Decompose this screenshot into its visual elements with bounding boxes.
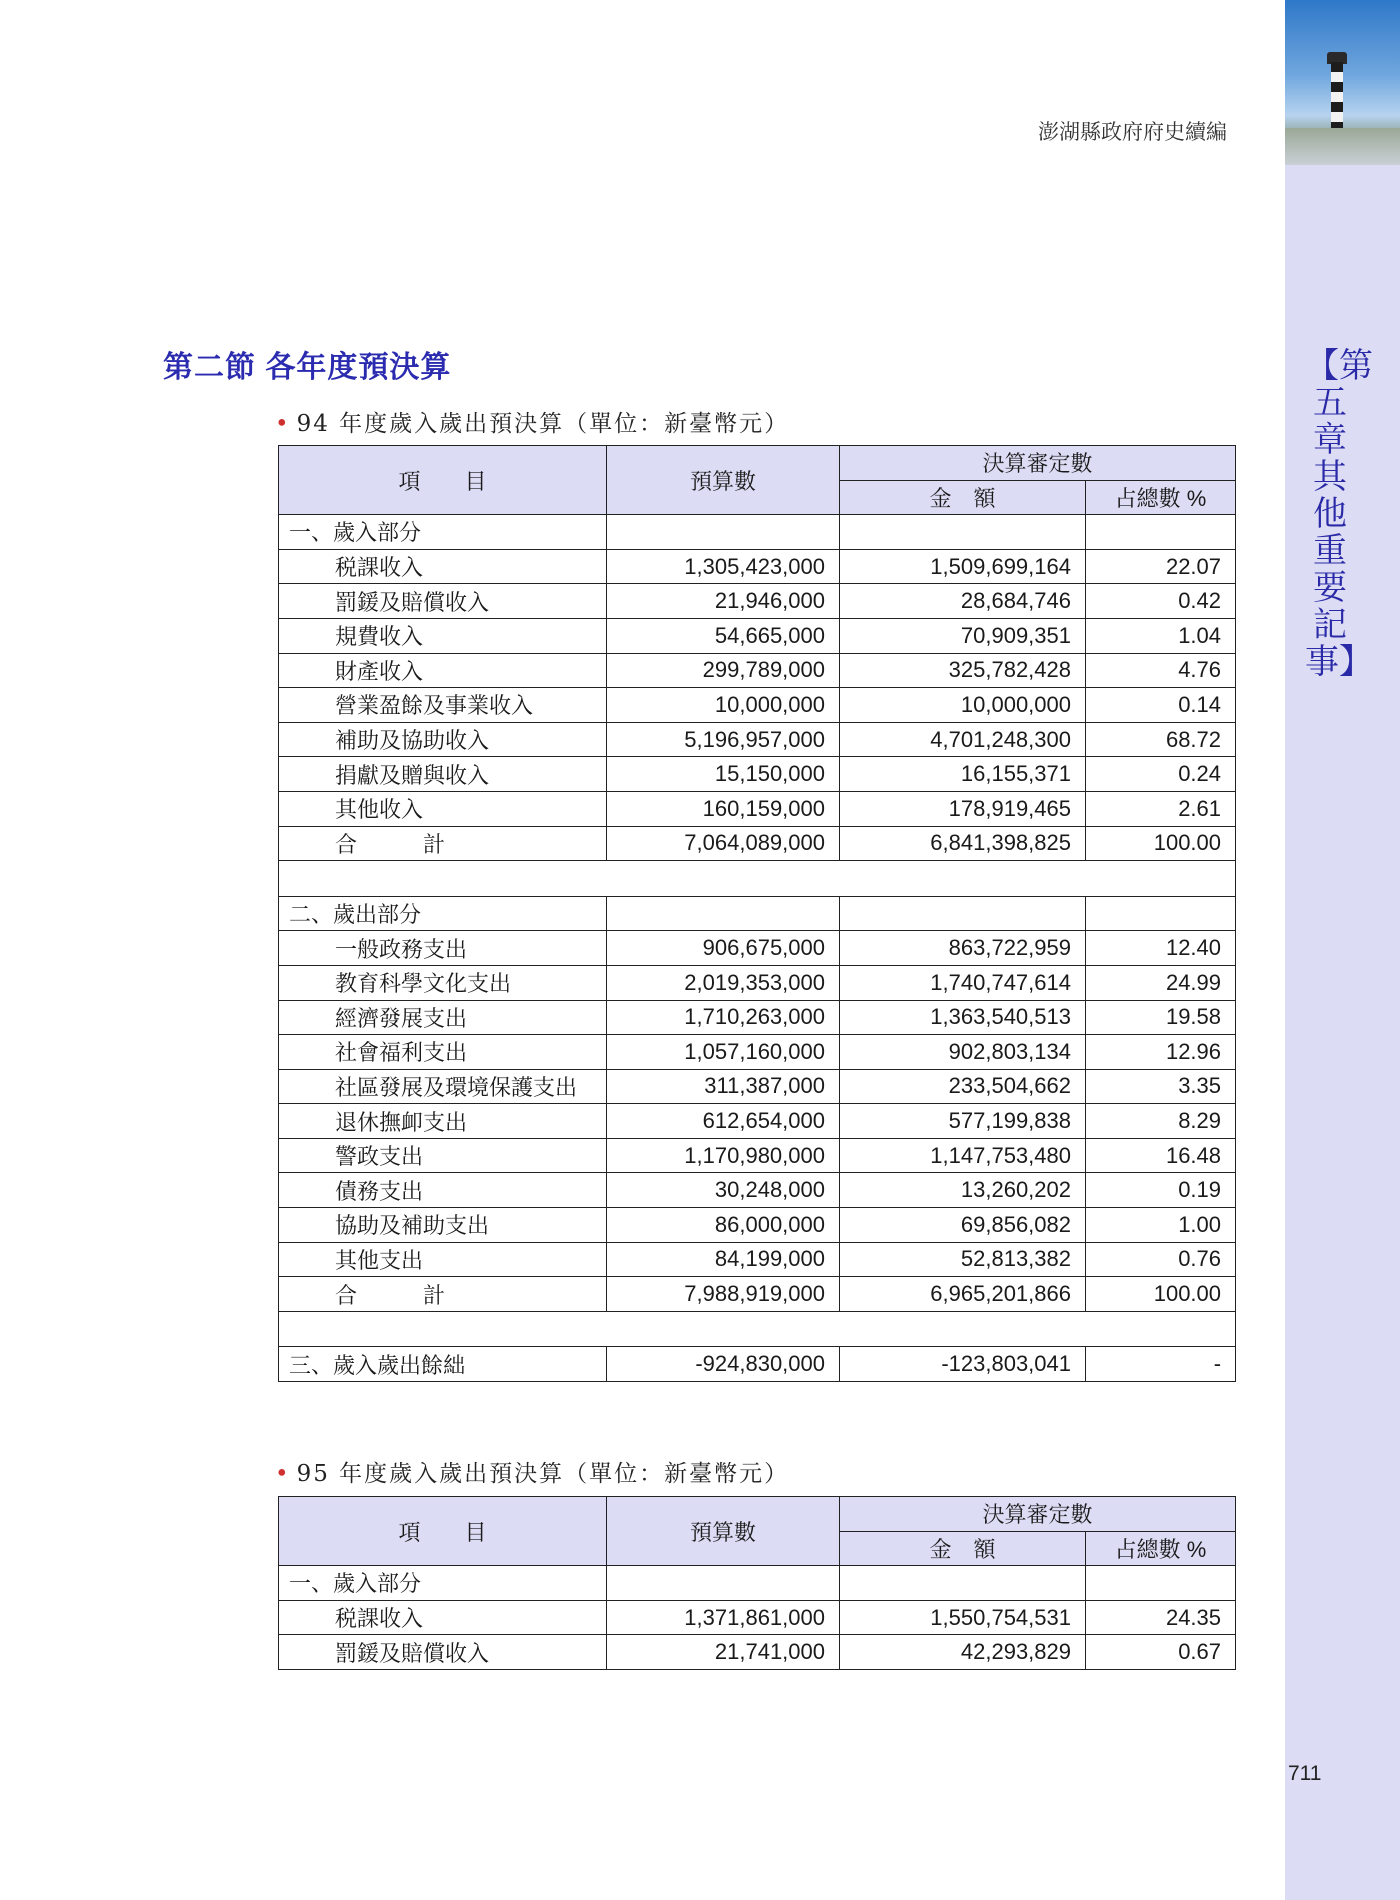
- budget-cell: 1,305,423,000: [607, 549, 840, 584]
- section-heading-cell: 一、歲入部分: [279, 1566, 607, 1601]
- section-title: 第二節 各年度預決算: [163, 351, 452, 384]
- table-row: [279, 1069, 1236, 1104]
- item-cell: 社會福利支出: [279, 1035, 607, 1070]
- fy94-budget-table: [278, 445, 1236, 1382]
- item-cell: 退休撫卹支出: [279, 1104, 607, 1139]
- budget-cell: 1,170,980,000: [607, 1138, 840, 1173]
- fy95-caption: [275, 1455, 789, 1488]
- budget-cell: 299,789,000: [607, 653, 840, 688]
- lighthouse-ground: [1285, 128, 1400, 165]
- amount-cell: 52,813,382: [840, 1242, 1086, 1277]
- percent-cell: 24.99: [1086, 965, 1236, 1000]
- item-cell: 税課收入: [279, 549, 607, 584]
- section-heading-cell: 一、歲入部分: [279, 515, 607, 550]
- amount-cell: 6,965,201,866: [840, 1277, 1086, 1312]
- section-heading-row: [279, 515, 1236, 550]
- lighthouse-tower: [1331, 62, 1343, 132]
- table-row: [279, 965, 1236, 1000]
- table-row: [279, 791, 1236, 826]
- table-row: [279, 1104, 1236, 1139]
- percent-cell: 12.40: [1086, 931, 1236, 966]
- budget-cell: 160,159,000: [607, 791, 840, 826]
- percent-cell: -: [1086, 1347, 1236, 1382]
- budget-cell: 311,387,000: [607, 1069, 840, 1104]
- section-heading-row: [279, 1566, 1236, 1601]
- table-row: [279, 653, 1236, 688]
- item-cell: 規費收入: [279, 618, 607, 653]
- blank-cell: [279, 861, 1236, 897]
- percent-cell: 2.61: [1086, 791, 1236, 826]
- table-row: [279, 757, 1236, 792]
- percent-cell: 100.00: [1086, 826, 1236, 861]
- item-cell: 其他支出: [279, 1242, 607, 1277]
- header-audited: 決算審定數: [840, 446, 1236, 481]
- percent-cell: 1.04: [1086, 618, 1236, 653]
- percent-cell: 8.29: [1086, 1104, 1236, 1139]
- amount-cell: 70,909,351: [840, 618, 1086, 653]
- header-budget: 預算數: [607, 1497, 840, 1566]
- item-cell: 警政支出: [279, 1138, 607, 1173]
- table-row: [279, 1000, 1236, 1035]
- budget-cell: 86,000,000: [607, 1208, 840, 1243]
- amount-cell: -123,803,041: [840, 1347, 1086, 1382]
- amount-cell: 69,856,082: [840, 1208, 1086, 1243]
- table-row: [279, 1035, 1236, 1070]
- percent-cell: 3.35: [1086, 1069, 1236, 1104]
- header-amount: 金 額: [840, 1531, 1086, 1566]
- fy94-caption: [275, 405, 789, 438]
- budget-cell: 15,150,000: [607, 757, 840, 792]
- percent-cell: 12.96: [1086, 1035, 1236, 1070]
- item-cell: 罰鍰及賠償收入: [279, 1635, 607, 1670]
- percent-cell: 0.24: [1086, 757, 1236, 792]
- fy95-budget-table: [278, 1496, 1236, 1670]
- budget-cell: 1,710,263,000: [607, 1000, 840, 1035]
- empty-cell: [1086, 1566, 1236, 1601]
- lighthouse-photo: [1285, 0, 1400, 165]
- item-cell: 補助及協助收入: [279, 722, 607, 757]
- amount-cell: 4,701,248,300: [840, 722, 1086, 757]
- item-cell: 三、歲入歲出餘絀: [279, 1347, 607, 1382]
- budget-cell: 10,000,000: [607, 688, 840, 723]
- amount-cell: 13,260,202: [840, 1173, 1086, 1208]
- amount-cell: 10,000,000: [840, 688, 1086, 723]
- percent-cell: 19.58: [1086, 1000, 1236, 1035]
- percent-cell: 0.67: [1086, 1635, 1236, 1670]
- empty-cell: [1086, 896, 1236, 931]
- table-row: [279, 1600, 1236, 1635]
- percent-cell: 0.14: [1086, 688, 1236, 723]
- item-cell: 社區發展及環境保護支出: [279, 1069, 607, 1104]
- amount-cell: 902,803,134: [840, 1035, 1086, 1070]
- item-cell: 財產收入: [279, 653, 607, 688]
- amount-cell: 1,147,753,480: [840, 1138, 1086, 1173]
- amount-cell: 325,782,428: [840, 653, 1086, 688]
- budget-cell: 906,675,000: [607, 931, 840, 966]
- item-cell: 罰鍰及賠償收入: [279, 584, 607, 619]
- empty-cell: [840, 1566, 1086, 1601]
- item-cell: 經濟發展支出: [279, 1000, 607, 1035]
- item-cell: 教育科學文化支出: [279, 965, 607, 1000]
- amount-cell: 178,919,465: [840, 791, 1086, 826]
- amount-cell: 1,550,754,531: [840, 1600, 1086, 1635]
- amount-cell: 577,199,838: [840, 1104, 1086, 1139]
- percent-cell: 0.76: [1086, 1242, 1236, 1277]
- empty-cell: [607, 1566, 840, 1601]
- budget-cell: 1,371,861,000: [607, 1600, 840, 1635]
- section-heading-row: [279, 896, 1236, 931]
- item-cell: 税課收入: [279, 1600, 607, 1635]
- header-percent: 占總數 %: [1086, 480, 1236, 515]
- amount-cell: 1,363,540,513: [840, 1000, 1086, 1035]
- percent-cell: 100.00: [1086, 1277, 1236, 1312]
- budget-cell: 21,946,000: [607, 584, 840, 619]
- budget-cell: 30,248,000: [607, 1173, 840, 1208]
- header-item: 項 目: [279, 1497, 607, 1566]
- chapter-tab: 【第五章 其他重要記事】: [1305, 346, 1373, 682]
- header-percent: 占總數 %: [1086, 1531, 1236, 1566]
- budget-cell: 84,199,000: [607, 1242, 840, 1277]
- amount-cell: 1,740,747,614: [840, 965, 1086, 1000]
- amount-cell: 16,155,371: [840, 757, 1086, 792]
- amount-cell: 233,504,662: [840, 1069, 1086, 1104]
- empty-cell: [607, 896, 840, 931]
- amount-cell: 1,509,699,164: [840, 549, 1086, 584]
- percent-cell: 1.00: [1086, 1208, 1236, 1243]
- budget-cell: 5,196,957,000: [607, 722, 840, 757]
- header-item: 項 目: [279, 446, 607, 515]
- budget-cell: 21,741,000: [607, 1635, 840, 1670]
- item-cell: 債務支出: [279, 1173, 607, 1208]
- empty-cell: [840, 896, 1086, 931]
- budget-cell: 54,665,000: [607, 618, 840, 653]
- fy95-table-body: [279, 1566, 1236, 1670]
- item-cell: 營業盈餘及事業收入: [279, 688, 607, 723]
- page-number: 711: [1288, 1762, 1322, 1785]
- table-row: [279, 1208, 1236, 1243]
- table-row: [279, 1138, 1236, 1173]
- item-cell: 捐獻及贈與收入: [279, 757, 607, 792]
- budget-cell: -924,830,000: [607, 1347, 840, 1382]
- table-row: [279, 688, 1236, 723]
- fy95-caption-text: 95 年度歲入歲出預決算（單位：新臺幣元）: [296, 1461, 790, 1487]
- budget-cell: 7,988,919,000: [607, 1277, 840, 1312]
- fy94-table-body: [279, 515, 1236, 1382]
- table-row: [279, 1347, 1236, 1382]
- item-cell: 合 計: [279, 826, 607, 861]
- blank-cell: [279, 1311, 1236, 1347]
- table-row: [279, 618, 1236, 653]
- budget-cell: 612,654,000: [607, 1104, 840, 1139]
- item-cell: 合 計: [279, 1277, 607, 1312]
- item-cell: 其他收入: [279, 791, 607, 826]
- amount-cell: 28,684,746: [840, 584, 1086, 619]
- empty-cell: [607, 515, 840, 550]
- amount-cell: 42,293,829: [840, 1635, 1086, 1670]
- amount-cell: 6,841,398,825: [840, 826, 1086, 861]
- chapter-side-strip: [1285, 0, 1400, 1900]
- amount-cell: 863,722,959: [840, 931, 1086, 966]
- budget-cell: 7,064,089,000: [607, 826, 840, 861]
- table-row: [279, 549, 1236, 584]
- budget-cell: 1,057,160,000: [607, 1035, 840, 1070]
- blank-row: [279, 861, 1236, 897]
- percent-cell: 0.42: [1086, 584, 1236, 619]
- blank-row: [279, 1311, 1236, 1347]
- table-row: [279, 1277, 1236, 1312]
- header-audited: 決算審定數: [840, 1497, 1236, 1532]
- percent-cell: 4.76: [1086, 653, 1236, 688]
- header-budget: 預算數: [607, 446, 840, 515]
- table-row: [279, 826, 1236, 861]
- table-row: [279, 931, 1236, 966]
- bullet-icon: •: [275, 1461, 291, 1487]
- fy94-caption-text: 94 年度歲入歲出預決算（單位：新臺幣元）: [296, 411, 790, 437]
- percent-cell: 0.19: [1086, 1173, 1236, 1208]
- percent-cell: 24.35: [1086, 1600, 1236, 1635]
- item-cell: 一般政務支出: [279, 931, 607, 966]
- item-cell: 協助及補助支出: [279, 1208, 607, 1243]
- running-header: 澎湖縣政府府史續編: [1038, 121, 1227, 144]
- percent-cell: 68.72: [1086, 722, 1236, 757]
- table-row: [279, 722, 1236, 757]
- header-amount: 金 額: [840, 480, 1086, 515]
- budget-cell: 2,019,353,000: [607, 965, 840, 1000]
- empty-cell: [840, 515, 1086, 550]
- table-row: [279, 1173, 1236, 1208]
- table-row: [279, 1242, 1236, 1277]
- percent-cell: 16.48: [1086, 1138, 1236, 1173]
- section-heading-cell: 二、歲出部分: [279, 896, 607, 931]
- table-row: [279, 584, 1236, 619]
- bullet-icon: •: [275, 411, 291, 437]
- table-row: [279, 1635, 1236, 1670]
- empty-cell: [1086, 515, 1236, 550]
- percent-cell: 22.07: [1086, 549, 1236, 584]
